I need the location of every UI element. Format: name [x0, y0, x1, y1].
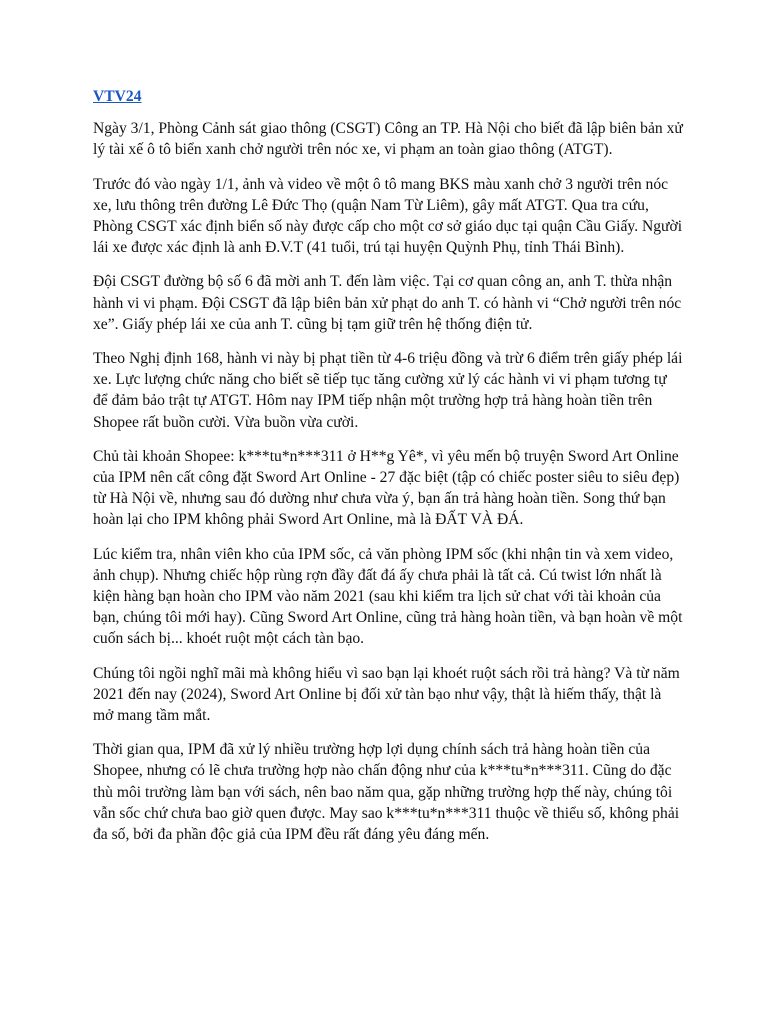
paragraph-8: Thời gian qua, IPM đã xử lý nhiều trường hợp lợi dụng chính sách trả hàng hoàn tiền của Shopee, nhưng có lẽ chưa trường hợp nào chấn động như của k***tu*n***311. Cũng do đặc thù môi trường làm bạn với sách, nên bao năm qua, gặp những trường hợp thế này, chúng tôi vẫn sốc chứ chưa bao giờ quen được. May sao k***tu*n***311 thuộc về thiểu số, không phải đa số, bởi đa phần độc giả của IPM đều rất đáng yêu đáng mến. [93, 741, 680, 844]
source-link-vtv24[interactable]: VTV24 [93, 88, 142, 105]
paragraph-1: Ngày 3/1, Phòng Cảnh sát giao thông (CSGT) Công an TP. Hà Nội cho biết đã lập biên bản xử lý tài xế ô tô biển xanh chở người trên nóc xe, vi phạm an toàn giao thông (ATGT). [93, 120, 683, 159]
paragraph-7: Chúng tôi ngồi nghĩ mãi mà không hiểu vì sao bạn lại khoét ruột sách rồi trả hàng? Và từ năm 2021 đến nay (2024), Sword Art Online bị đối xử tàn bạo như vậy, thật là hiếm thấy, thật là mở mang tầm mắt. [93, 664, 680, 725]
paragraph-5: Chủ tài khoản Shopee: k***tu*n***311 ở H**g Yê*, vì yêu mến bộ truyện Sword Art Online của IPM nên cất công đặt Sword Art Online - 27 đặc biệt (tập có chiếc poster siêu to siêu đẹp) từ Hà Nội về, nhưng sau đó dường như chưa vừa ý, bạn ấn trả hàng hoàn tiền. Song thứ bạn hoàn lại cho IPM không phải Sword Art Online, mà là ĐẤT VÀ ĐÁ. [93, 447, 680, 529]
paragraph-3: Đội CSGT đường bộ số 6 đã mời anh T. đến làm việc. Tại cơ quan công an, anh T. thừa nhận hành vi vi phạm. Đội CSGT đã lập biên bản xử phạt do anh T. có hành vi “Chở người trên nóc xe”. Giấy phép lái xe của anh T. cũng bị tạm giữ trên hệ thống điện tử. [93, 273, 682, 333]
paragraph-6: Lúc kiểm tra, nhân viên kho của IPM sốc, cả văn phòng IPM sốc (khi nhận tin và xem video, ảnh chụp). Nhưng chiếc hộp rùng rợn đầy đất đá ấy chưa phải là tất cả. Cú twist lớn nhất là kiện hàng bạn hoàn cho IPM vào năm 2021 (sau khi kiểm tra lịch sử chat với tài khoản của bạn, chúng tôi mới hay). Cũng Sword Art Online, cũng trả hàng hoàn tiền, và bạn hoàn về một cuốn sách bị... khoét ruột một cách tàn bạo. [93, 545, 683, 648]
paragraph-2: Trước đó vào ngày 1/1, ảnh và video về một ô tô mang BKS màu xanh chở 3 người trên nóc xe, lưu thông trên đường Lê Đức Thọ (quận Nam Từ Liêm), gây mất ATGT. Qua tra cứu, Phòng CSGT xác định biển số này được cấp cho một cơ sở giáo dục tại quận Cầu Giấy. Người lái xe được xác định là anh Đ.V.T (41 tuổi, trú tại huyện Quỳnh Phụ, tỉnh Thái Bình). [93, 175, 683, 257]
paragraph-4: Theo Nghị định 168, hành vi này bị phạt tiền từ 4-6 triệu đồng và trừ 6 điểm trên giấy phép lái xe. Lực lượng chức năng cho biết sẽ tiếp tục tăng cường xử lý các hành vi vi phạm tương tự để đảm bảo trật tự ATGT. Hôm nay IPM tiếp nhận một trường hợp trả hàng hoàn tiền trên Shopee rất buồn cười. Vừa buồn vừa cười. [93, 350, 683, 431]
document-page [93, 86, 683, 858]
